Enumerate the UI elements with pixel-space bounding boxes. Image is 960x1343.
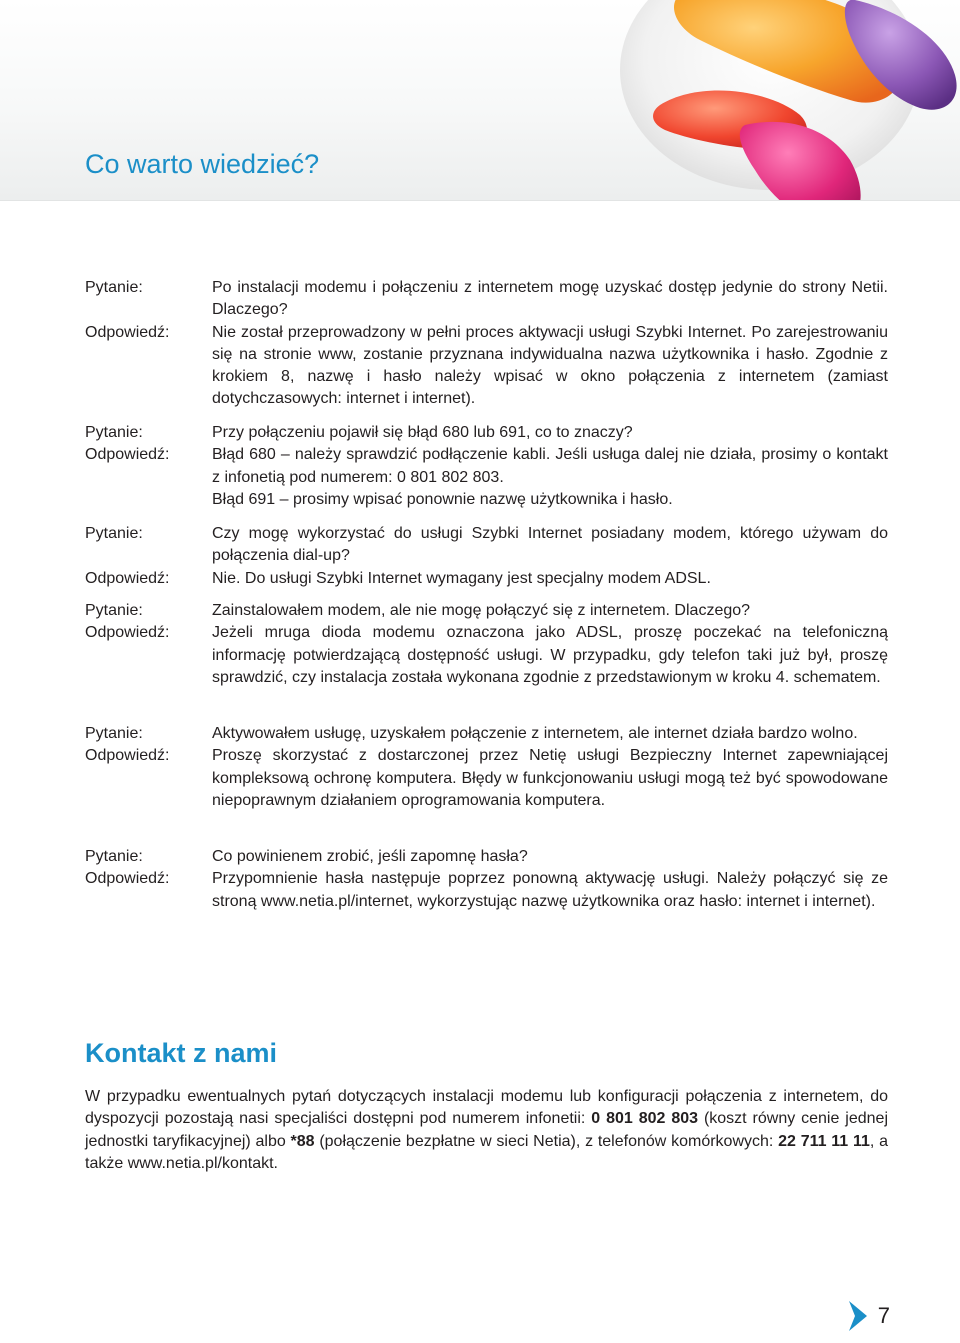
question-text: Czy mogę wykorzystać do usługi Szybki Internet posiadany modem, którego używam do połączenia dial-up? — [212, 525, 888, 565]
answer-label: Odpowiedź: — [85, 747, 170, 765]
contact-text: , a także www.netia.pl/kontakt. — [85, 1132, 888, 1172]
answer-error-680: Błąd 680 – należy sprawdzić podłączenie kabli. Jeśli usługa dalej nie działa, prosimy o kontakt z infonetią pod numerem: 0 801 802 803. — [212, 446, 888, 486]
page-title: Co warto wiedzieć? — [85, 149, 320, 179]
question-text: Zainstalowałem modem, ale nie mogę połączyć się z internetem. Dlaczego? — [212, 602, 751, 619]
answer-text: Nie. Do usługi Szybki Internet wymagany jest specjalny modem ADSL. — [212, 569, 711, 587]
answer-row — [85, 868, 890, 913]
question-text: Po instalacji modemu i połączeniu z internetem mogę uzyskać dostęp jedynie do strony Netii. Dlaczego? — [212, 279, 888, 319]
contact-text: (koszt równy cenie jednej jednostki taryfikacyjnej) albo — [85, 1110, 889, 1150]
answer-text: Proszę skorzystać z dostarczonej przez Netię usługi Bezpieczny Internet zapewniającej kompleksową ochronę komputera. Błędy w funkcjonowaniu usługi mogą też być spowodowane niepoprawnym działaniem oprogramowania komputera. — [212, 747, 888, 809]
question-label: Pytanie: — [85, 279, 143, 296]
answer-label: Odpowiedź: — [85, 446, 170, 464]
question-text: Aktywowałem usługę, uzyskałem połączenie z internetem, ale internet działa bardzo wolno. — [212, 725, 858, 742]
question-row — [85, 277, 890, 322]
answer-text: Jeżeli mruga dioda modemu oznaczona jako ADSL, proszę poczekać na telefoniczną informację potwierdzającą dostępność usługi. W przypadku, gdy telefon taki już był, proszę sprawdzić, czy instalacja została wykonana zgodnie z przedstawionym w kroku 4. schematem. — [212, 624, 888, 686]
question-text: Co powinienem zrobić, jeśli zapomnę hasła? — [212, 848, 528, 865]
contact-paragraph — [85, 1086, 888, 1175]
question-text: Przy połączeniu pojawił się błąd 680 lub 691, co to znaczy? — [212, 424, 633, 441]
infonetia-phone: 0 801 802 803 — [591, 1110, 699, 1128]
answer-label: Odpowiedź: — [85, 624, 170, 642]
question-row — [85, 422, 890, 444]
answer-text — [212, 444, 888, 511]
answer-label: Odpowiedź: — [85, 323, 170, 341]
answer-text: Przypomnienie hasła następuje poprzez ponowną aktywację usługi. Należy połączyć się ze stroną www.netia.pl/internet, wykorzystując nazwę użytkownika oraz hasło: internet i internet). — [212, 870, 888, 910]
question-label: Pytanie: — [85, 725, 143, 742]
mobile-phone: 22 711 11 11 — [778, 1132, 870, 1150]
answer-row — [85, 745, 890, 812]
answer-row — [85, 322, 890, 411]
question-row — [85, 523, 890, 568]
faq-item — [85, 846, 890, 913]
question-label: Pytanie: — [85, 848, 143, 865]
question-label: Pytanie: — [85, 602, 143, 619]
answer-label: Odpowiedź: — [85, 569, 170, 587]
faq-item — [85, 422, 890, 511]
contact-title: Kontakt z nami — [85, 1038, 278, 1068]
question-row — [85, 723, 890, 745]
question-row — [85, 846, 890, 868]
faq-item — [85, 723, 890, 812]
answer-text: Nie został przeprowadzony w pełni proces aktywacji usługi Szybki Internet. Po zarejestrowaniu się na stronie www, zostanie przyznana indywidualna nazwa użytkownika i hasło. Zgodnie z krokiem 8, nazwę i hasło należy wpisać w okno połączenia z internetem (zamiast dotychczasowych: internet i internet). — [212, 323, 888, 408]
faq-item — [85, 600, 890, 689]
short-number: *88 — [290, 1132, 315, 1150]
question-label: Pytanie: — [85, 424, 143, 441]
answer-row — [85, 568, 890, 590]
contact-text: (połączenie bezpłatne w sieci Netia), z telefonów komórkowych: — [314, 1132, 779, 1150]
contact-text: W przypadku ewentualnych pytań dotyczących instalacji modemu lub konfiguracji połączenia z internetem, do dyspozycji pozostają nasi specjaliści dostępni pod numerem infonetii: — [85, 1088, 888, 1128]
page-footer — [846, 1299, 890, 1333]
answer-row — [85, 444, 890, 511]
question-row — [85, 600, 890, 622]
answer-label: Odpowiedź: — [85, 870, 170, 888]
answer-row — [85, 622, 890, 689]
faq-item — [85, 277, 890, 411]
answer-error-691: Błąd 691 – prosimy wpisać ponownie nazwę użytkownika i hasło. — [212, 490, 673, 508]
question-label: Pytanie: — [85, 525, 143, 542]
page-number: 7 — [877, 1303, 890, 1328]
faq-item — [85, 523, 890, 590]
chevron-right-icon — [846, 1299, 870, 1333]
